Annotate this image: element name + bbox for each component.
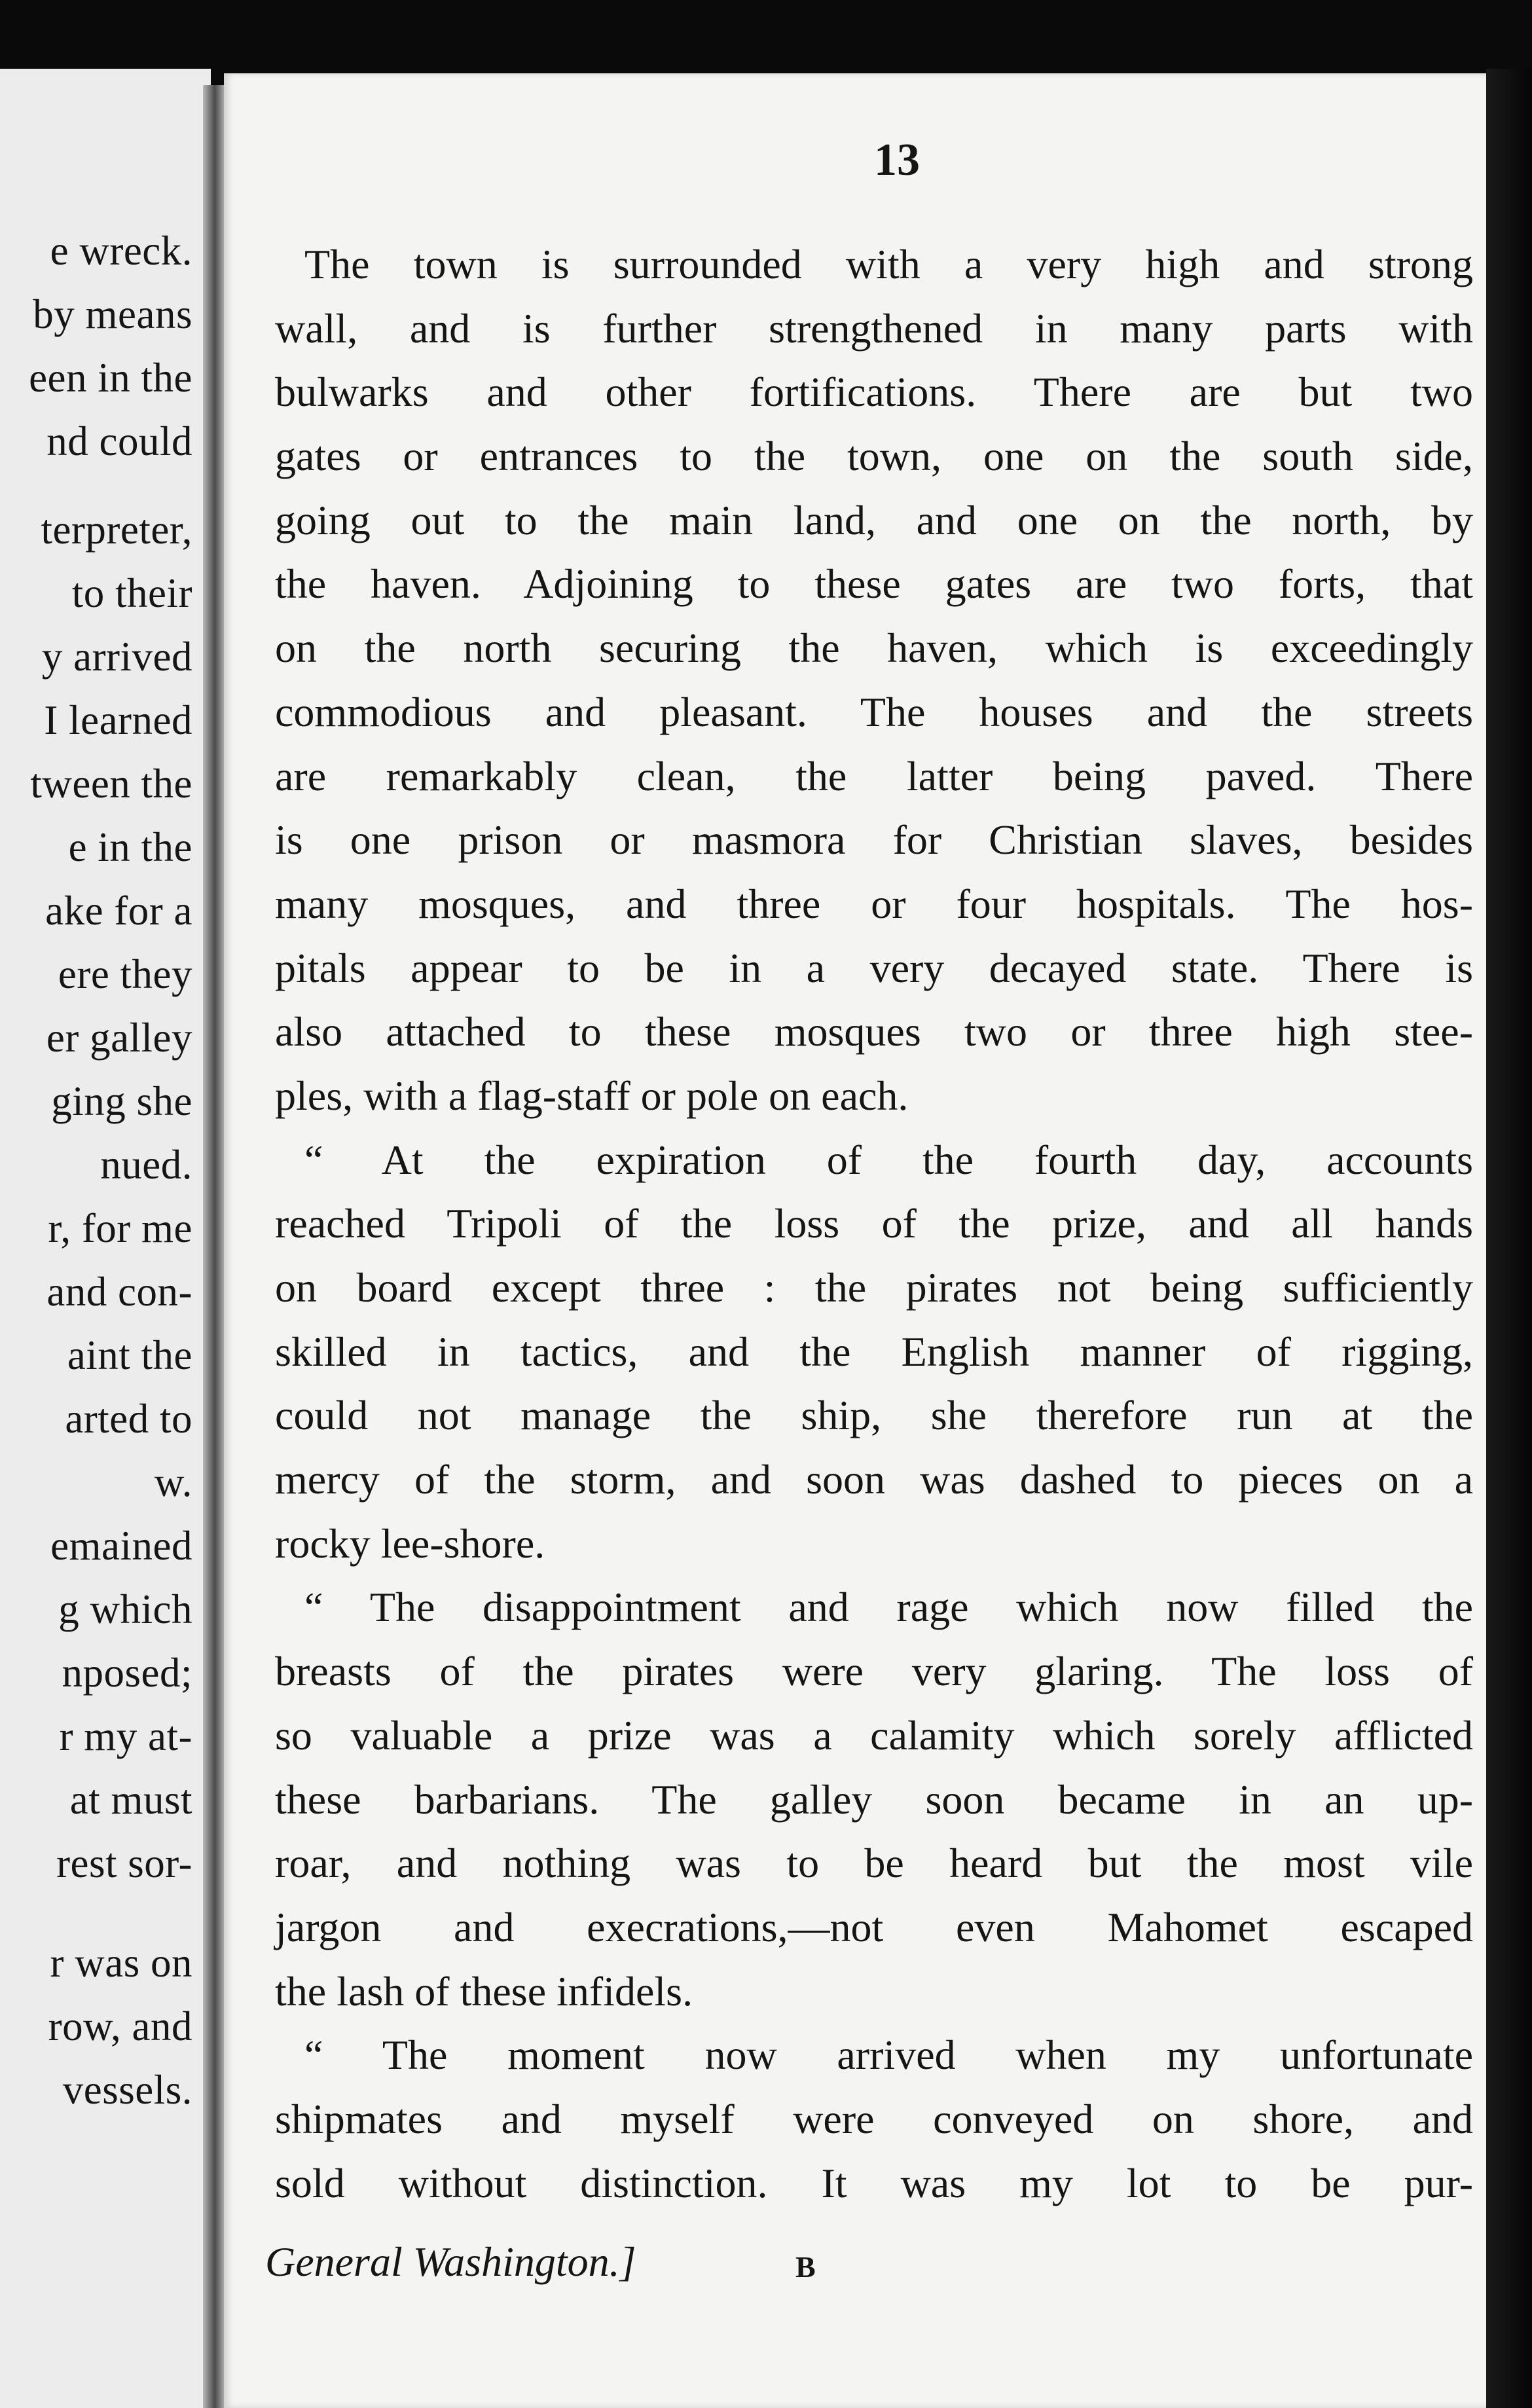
text-line: going out to the main land, and one on the north, by [275,496,1473,543]
left-fragment-line: aint the [67,1332,192,1378]
scan-border [1486,69,1532,2408]
text-line: wall, and is further strengthened in many parts with [275,304,1473,352]
text-line: also attached to these mosques two or three high stee- [275,1008,1473,1055]
text-line: roar, and nothing was to be heard but the most vile [275,1840,1473,1887]
text-line: “ The disappointment and rage which now filled the [304,1584,1473,1631]
page-number: 13 [874,135,920,185]
text-line: “ At the expiration of the fourth day, accounts [304,1136,1473,1183]
left-fragment-line: ere they [58,951,192,997]
left-fragment-line: nd could [46,418,192,464]
left-fragment-line: at must [69,1777,192,1823]
left-fragment-line: er galley [46,1015,192,1061]
text-line: on the north securing the haven, which is exceedingly [275,625,1473,672]
left-fragment-line: row, and [48,2003,192,2049]
left-fragment-line: een in the [29,355,192,401]
left-fragment-line: and con- [46,1269,192,1315]
text-line: pitals appear to be in a very decayed state. There is [275,944,1473,991]
left-fragment-line: I learned [44,697,192,743]
page-footer [265,2229,1444,2295]
left-fragment-line: w. [154,1459,192,1505]
text-line: rocky lee-shore. [275,1520,545,1567]
left-fragment-line: g which [58,1586,192,1632]
text-line: “ The moment now arrived when my unfortunate [304,2032,1473,2079]
text-line: could not manage the ship, she therefore run at the [275,1392,1473,1439]
left-fragment-line: by means [33,291,192,337]
left-fragment-line: e in the [68,824,192,870]
text-line: so valuable a prize was a calamity which sorely afflicted [275,1711,1473,1759]
left-fragment-line: vessels. [62,2067,192,2113]
left-fragment-line: terpreter, [41,507,192,553]
running-title: General Washington.] [265,2238,636,2285]
text-line: ples, with a flag-staff or pole on each. [275,1072,909,1119]
left-fragment-line: tween the [30,761,192,807]
signature-mark: B [795,2250,816,2284]
text-line: breasts of the pirates were very glaring. The loss of [275,1648,1473,1695]
text-line: skilled in tactics, and the English manner of rigging, [275,1328,1473,1375]
text-line: The town is surrounded with a very high and strong [304,241,1473,287]
left-fragment-line: r was on [50,1940,192,1986]
left-fragment-line: r, for me [48,1205,192,1251]
left-fragment-line: rest sor- [56,1840,192,1886]
left-fragment-line: arted to [65,1396,192,1442]
left-fragment-line: ake for a [45,888,192,934]
left-fragment-line: emained [50,1523,192,1569]
left-fragment-line: r my at- [59,1713,192,1759]
left-fragment-line: nued. [100,1142,192,1188]
previous-page-text [0,219,192,2122]
previous-page-fragment [0,69,211,2408]
text-line: shipmates and myself were conveyed on shore, and [275,2095,1473,2142]
left-fragment-line: nposed; [62,1650,192,1696]
left-fragment-line: y arrived [41,634,192,680]
text-line: commodious and pleasant. The houses and the streets [275,688,1473,735]
text-line: sold without distinction. It was my lot to be pur- [275,2159,1473,2206]
text-line: the haven. Adjoining to these gates are two forts, that [275,560,1473,608]
text-line: many mosques, and three or four hospitals. The hos- [275,880,1473,927]
text-line: the lash of these infidels. [275,1967,693,2015]
text-line: these barbarians. The galley soon became in an up- [275,1776,1473,1823]
text-line: jargon and execrations,—not even Mahomet escaped [275,1903,1473,1950]
left-fragment-line: e wreck. [50,228,192,274]
text-line: is one prison or masmora for Christian slaves, besides [275,816,1473,864]
text-line: on board except three : the pirates not being sufficiently [275,1264,1473,1311]
page-body-text [275,232,1473,2215]
text-line: mercy of the storm, and soon was dashed to pieces on a [275,1456,1473,1503]
text-line: bulwarks and other fortifications. There are but two [275,369,1473,416]
left-fragment-line: ging she [51,1078,192,1124]
text-line: gates or entrances to the town, one on the south side, [275,433,1473,480]
text-line: are remarkably clean, the latter being paved. There [275,752,1473,799]
text-line: reached Tripoli of the loss of the prize, and all hands [275,1200,1473,1247]
left-fragment-line: to their [71,570,192,616]
